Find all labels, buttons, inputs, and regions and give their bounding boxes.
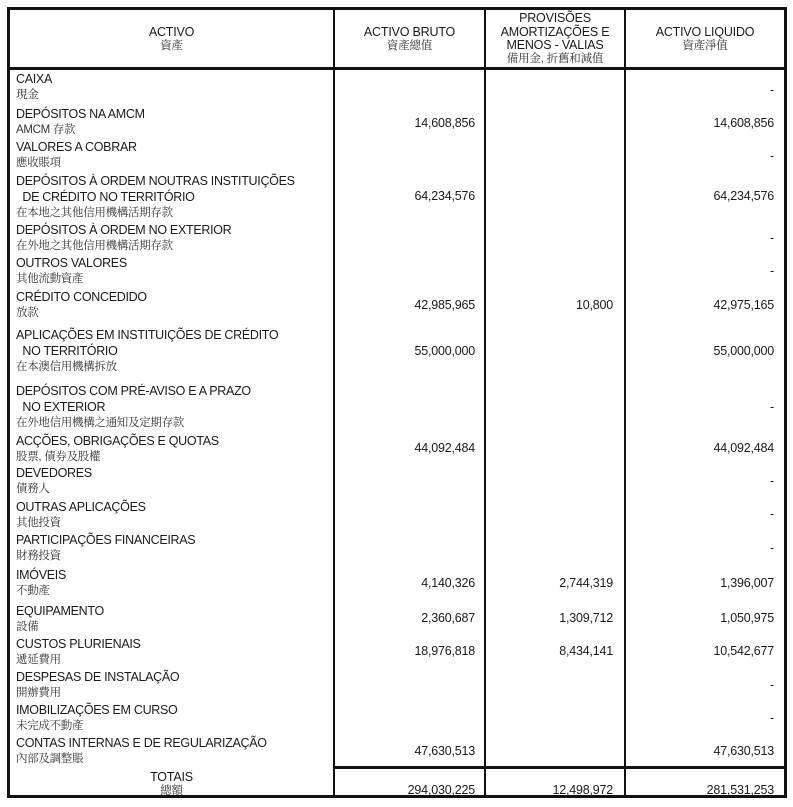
cell-liquido: - bbox=[770, 231, 774, 245]
column-divider bbox=[624, 10, 626, 795]
cell-liquido: 44,092,484 bbox=[713, 441, 774, 455]
row-label-pt: APLICAÇÕES EM INSTITUIÇÕES DE CRÉDITO bbox=[16, 328, 279, 342]
row-label-pt: CAIXA bbox=[16, 72, 53, 86]
cell-provisoes: 2,744,319 bbox=[559, 576, 613, 590]
row-label-zh: 債務人 bbox=[16, 483, 50, 495]
column-divider bbox=[484, 10, 486, 795]
cell-liquido: - bbox=[770, 264, 774, 278]
cell-provisoes: 8,434,141 bbox=[559, 644, 613, 658]
header-activo-bruto bbox=[335, 10, 484, 68]
header-provisoes-pt1: PROVISÕES bbox=[519, 11, 591, 25]
row-label-pt: DE CRÉDITO NO TERRITÓRIO bbox=[16, 190, 195, 204]
row-label-zh: 設備 bbox=[16, 621, 39, 633]
totals-zh: 總額 bbox=[160, 785, 183, 797]
row-label-zh: 現金 bbox=[16, 89, 39, 101]
row-label bbox=[16, 289, 147, 321]
cell-bruto: 18,976,818 bbox=[414, 644, 475, 658]
row-label bbox=[16, 255, 127, 287]
row-label-zh: 在外地之其他信用機構活期存款 bbox=[16, 240, 173, 252]
column-divider bbox=[333, 10, 335, 795]
row-label-pt: DEPÓSITOS COM PRÉ-AVISO E A PRAZO bbox=[16, 384, 251, 398]
row-label-pt: IMÓVEIS bbox=[16, 568, 66, 582]
header-provisoes-pt3: MENOS - VALIAS bbox=[506, 38, 604, 52]
totals-pt: TOTAIS bbox=[150, 770, 193, 784]
cell-liquido: 10,542,677 bbox=[713, 644, 774, 658]
header-liquido-pt: ACTIVO LIQUIDO bbox=[655, 25, 755, 39]
cell-liquido: - bbox=[770, 711, 774, 725]
cell-liquido: 47,630,513 bbox=[713, 744, 774, 758]
cell-liquido: - bbox=[770, 507, 774, 521]
row-label-zh: 不動產 bbox=[16, 585, 50, 597]
row-label bbox=[16, 173, 295, 221]
row-label bbox=[16, 327, 278, 375]
cell-liquido: - bbox=[770, 83, 774, 97]
row-label bbox=[16, 71, 52, 103]
row-label bbox=[16, 222, 231, 254]
cell-liquido: - bbox=[770, 541, 774, 555]
row-label bbox=[16, 702, 177, 734]
row-label-pt: DEPÓSITOS À ORDEM NOUTRAS INSTITUIÇÕES bbox=[16, 174, 295, 188]
row-label-zh: 在本澳信用機構拆放 bbox=[16, 361, 117, 373]
row-label-zh: 放款 bbox=[16, 307, 39, 319]
row-label-pt: CUSTOS PLURIENAIS bbox=[16, 637, 141, 651]
row-label-zh: AMCM 存款 bbox=[16, 124, 76, 136]
row-label-zh: 其他流動資產 bbox=[16, 273, 84, 285]
row-label bbox=[16, 106, 145, 138]
cell-bruto: 55,000,000 bbox=[414, 344, 475, 358]
row-label-pt: DEVEDORES bbox=[16, 466, 92, 480]
header-bruto-pt: ACTIVO BRUTO bbox=[363, 25, 456, 39]
totals-divider bbox=[335, 766, 784, 769]
row-label bbox=[16, 433, 219, 465]
totals-label bbox=[10, 767, 333, 801]
cell-bruto: 14,608,856 bbox=[414, 116, 475, 130]
cell-bruto: 2,360,687 bbox=[421, 611, 475, 625]
cell-liquido: - bbox=[770, 400, 774, 414]
row-label-zh: 在外地信用機構之通知及定期存款 bbox=[16, 417, 184, 429]
header-activo-zh: 資產 bbox=[160, 40, 183, 52]
row-label-pt: NO EXTERIOR bbox=[16, 400, 106, 414]
row-label-zh: 其他投資 bbox=[16, 517, 61, 529]
row-label bbox=[16, 383, 251, 431]
header-bruto-zh: 資產總值 bbox=[386, 40, 433, 52]
row-label-pt: DEPÓSITOS NA AMCM bbox=[16, 107, 145, 121]
cell-liquido: 42,975,165 bbox=[713, 298, 774, 312]
header-liquido-zh: 資產淨值 bbox=[682, 40, 728, 52]
row-label-pt: OUTROS VALORES bbox=[16, 256, 127, 270]
row-label-pt: NO TERRITÓRIO bbox=[16, 344, 118, 358]
row-label-pt: OUTRAS APLICAÇÕES bbox=[16, 500, 146, 514]
row-label-pt: ACÇÕES, OBRIGAÇÕES E QUOTAS bbox=[16, 434, 219, 448]
header-provisoes-pt2: AMORTIZAÇÕES E bbox=[500, 24, 610, 39]
row-label bbox=[16, 465, 92, 497]
row-label-zh: 未完成不動產 bbox=[16, 720, 84, 732]
row-label-pt: IMOBILIZAÇÕES EM CURSO bbox=[16, 703, 178, 717]
header-activo-pt: ACTIVO bbox=[148, 25, 195, 39]
cell-liquido: - bbox=[770, 474, 774, 488]
header-activo-liquido bbox=[626, 10, 784, 68]
row-label-zh: 財務投資 bbox=[16, 550, 61, 562]
row-label-zh: 遞延費用 bbox=[16, 654, 61, 666]
row-label bbox=[16, 603, 104, 635]
header-activo bbox=[10, 10, 333, 68]
cell-liquido: - bbox=[770, 149, 774, 163]
row-label-pt: DESPESAS DE INSTALAÇÃO bbox=[16, 670, 180, 684]
row-label-pt: EQUIPAMENTO bbox=[16, 604, 104, 618]
cell-liquido: 55,000,000 bbox=[713, 344, 774, 358]
cell-provisoes: 10,800 bbox=[575, 298, 613, 312]
cell-liquido: 64,234,576 bbox=[713, 189, 774, 203]
cell-liquido: 14,608,856 bbox=[713, 116, 774, 130]
cell-provisoes: 1,309,712 bbox=[559, 611, 613, 625]
row-label-pt: VALORES A COBRAR bbox=[16, 140, 137, 154]
balance-sheet-table bbox=[7, 7, 787, 798]
row-label-zh: 開辦費用 bbox=[16, 687, 61, 699]
cell-liquido: 1,396,007 bbox=[720, 576, 774, 590]
row-label-pt: PARTICIPAÇÕES FINANCEIRAS bbox=[16, 533, 196, 547]
row-label-zh: 股票, 債券及股權 bbox=[16, 451, 101, 463]
row-label bbox=[16, 636, 141, 668]
totals-bruto: 294,030,225 bbox=[407, 783, 475, 797]
header-provisoes-zh: 備用金, 折舊和減值 bbox=[506, 52, 604, 65]
cell-bruto: 64,234,576 bbox=[414, 189, 475, 203]
row-label bbox=[16, 139, 137, 171]
cell-liquido: - bbox=[770, 678, 774, 692]
cell-bruto: 4,140,326 bbox=[421, 576, 475, 590]
row-label-pt: DEPÓSITOS À ORDEM NO EXTERIOR bbox=[16, 223, 232, 237]
cell-liquido: 1,050,975 bbox=[720, 611, 774, 625]
cell-bruto: 47,630,513 bbox=[414, 744, 475, 758]
row-label bbox=[16, 567, 66, 599]
row-label bbox=[16, 735, 267, 767]
totals-liquido: 281,531,253 bbox=[706, 783, 774, 797]
row-label-pt: CONTAS INTERNAS E DE REGULARIZAÇÃO bbox=[16, 736, 267, 750]
row-label bbox=[16, 669, 179, 701]
row-label-zh: 在本地之其他信用機構活期存款 bbox=[16, 207, 173, 219]
row-label bbox=[16, 499, 146, 531]
row-label-pt: CRÉDITO CONCEDIDO bbox=[16, 290, 147, 304]
totals-provisoes: 12,498,972 bbox=[552, 783, 613, 797]
row-label bbox=[16, 532, 195, 564]
cell-bruto: 44,092,484 bbox=[414, 441, 475, 455]
row-label-zh: 內部及調整賬 bbox=[16, 753, 84, 765]
cell-bruto: 42,985,965 bbox=[414, 298, 475, 312]
row-label-zh: 應收賬項 bbox=[16, 157, 61, 169]
header-provisoes bbox=[486, 10, 624, 68]
